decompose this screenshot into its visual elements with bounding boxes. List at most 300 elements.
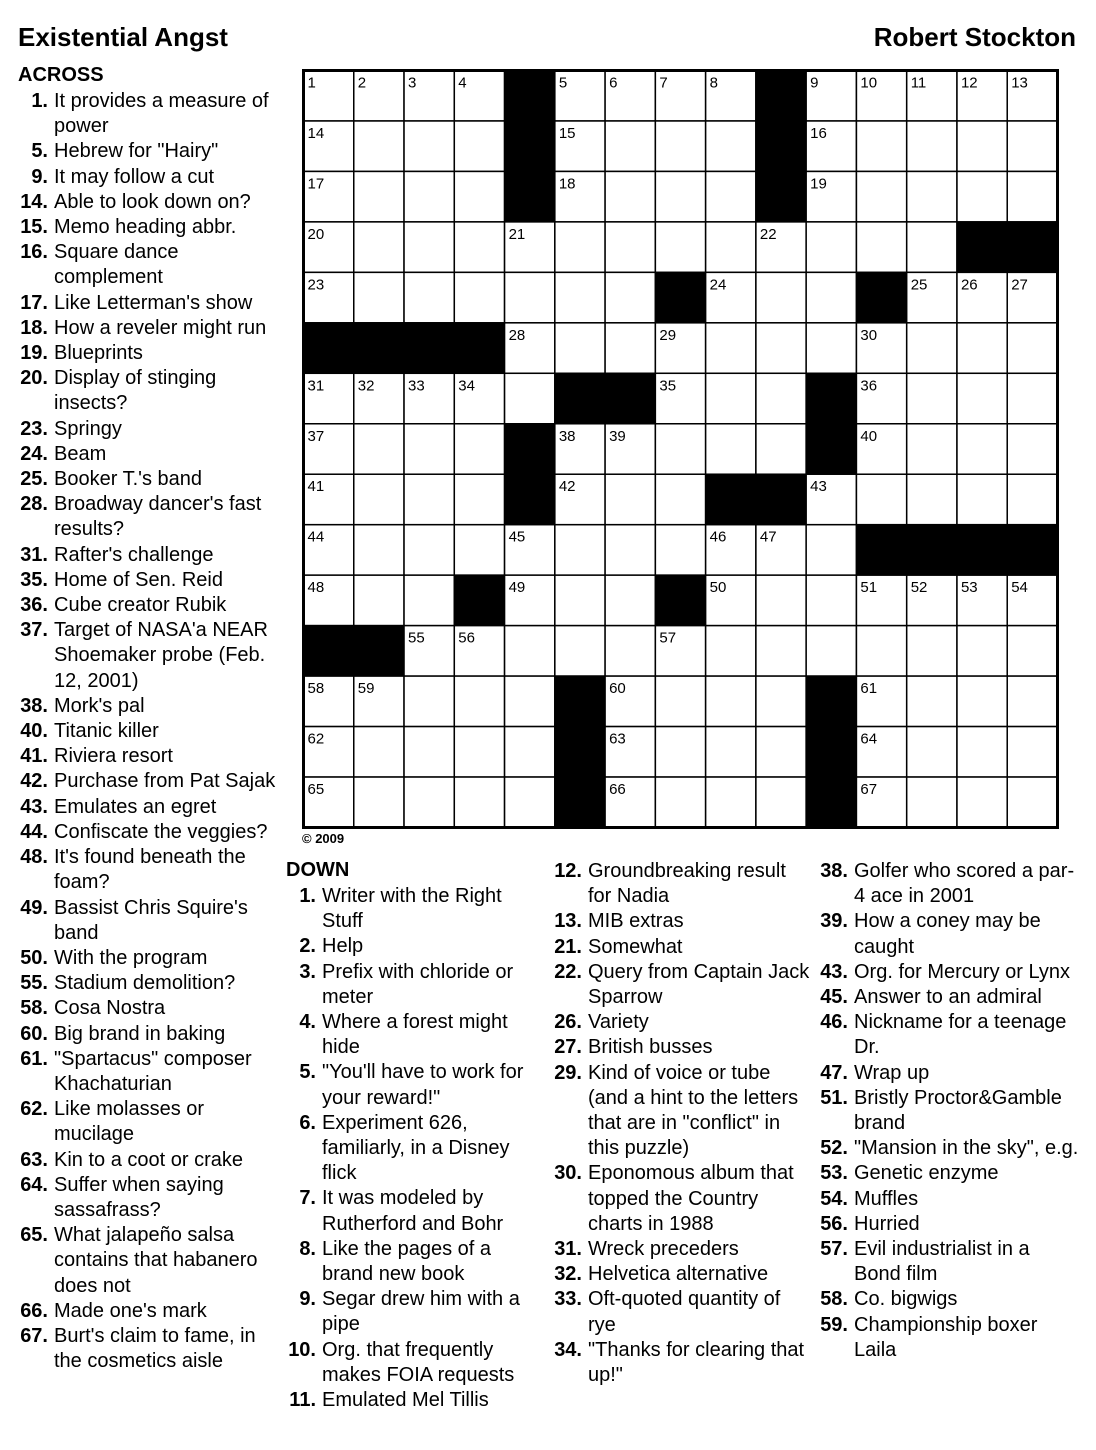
grid-block-cell	[806, 424, 856, 474]
clue-number: 12.	[554, 860, 582, 882]
grid-cell[interactable]	[354, 272, 404, 322]
grid-cell[interactable]	[655, 474, 705, 524]
clue-number: 39.	[820, 910, 848, 933]
grid-cell[interactable]	[806, 626, 856, 676]
clue-text: It provides a measure of power	[54, 90, 269, 138]
clue-text: Bassist Chris Squire's band	[54, 896, 248, 944]
clue-text: Able to look down on?	[54, 190, 251, 213]
grid-cell[interactable]	[655, 424, 705, 474]
clue-number: 66.	[20, 1299, 48, 1322]
grid-cell[interactable]	[655, 222, 705, 272]
grid-cell[interactable]	[756, 272, 806, 322]
grid-cell[interactable]	[806, 222, 856, 272]
down-clue	[552, 859, 812, 909]
grid-cell[interactable]	[655, 676, 705, 726]
clue-text: Experiment 626, familiarly, in a Disney flick	[322, 1111, 510, 1185]
grid-cell[interactable]	[1007, 676, 1057, 726]
down-clue	[552, 1010, 812, 1035]
clue-number: 5.	[31, 140, 48, 163]
cell-number: 61	[860, 680, 878, 698]
down-clue	[818, 985, 1080, 1010]
clue-number: 65.	[20, 1224, 48, 1247]
grid-cell[interactable]	[605, 222, 655, 272]
crossword-grid	[302, 69, 1059, 829]
cell-number: 64	[860, 730, 878, 748]
down-clue	[818, 1212, 1080, 1237]
grid-cell[interactable]	[1007, 424, 1057, 474]
cell-number: 11	[910, 74, 927, 92]
across-clues-column	[18, 64, 276, 1374]
cell-number: 59	[357, 680, 375, 698]
cell-number: 17	[307, 175, 325, 193]
down-clue	[552, 1061, 812, 1162]
clue-number: 47.	[820, 1061, 848, 1084]
clue-number: 11.	[289, 1389, 316, 1412]
clue-number: 6.	[299, 1111, 316, 1134]
grid-cell[interactable]	[907, 121, 957, 171]
grid-cell[interactable]	[756, 323, 806, 373]
across-clue	[18, 845, 276, 895]
grid-cell[interactable]	[655, 121, 705, 171]
grid-cell[interactable]	[706, 222, 756, 272]
grid-cell[interactable]	[354, 727, 404, 777]
grid-cell[interactable]	[806, 575, 856, 625]
grid-cell[interactable]	[957, 777, 1007, 827]
puzzle-author: Robert Stockton	[873, 22, 1076, 52]
grid-cell[interactable]	[957, 727, 1007, 777]
clue-number: 28.	[20, 493, 48, 516]
cell-number: 63	[609, 730, 626, 748]
clue-text: It's found beneath the foam?	[54, 846, 246, 894]
clue-text: Kin to a coot or crake	[54, 1148, 243, 1171]
grid-cell[interactable]	[1007, 777, 1057, 827]
grid-cell[interactable]	[706, 626, 756, 676]
cell-number: 51	[860, 579, 878, 597]
cell-number: 1	[307, 74, 316, 92]
grid-cell[interactable]	[706, 777, 756, 827]
clue-text: Cosa Nostra	[54, 997, 166, 1020]
grid-cell[interactable]	[1007, 626, 1057, 676]
grid-block-cell	[1007, 222, 1057, 272]
grid-cell[interactable]	[354, 575, 404, 625]
grid-cell[interactable]	[856, 222, 906, 272]
clue-text: Variety	[588, 1011, 649, 1034]
grid-block-cell	[756, 121, 806, 171]
across-clue	[18, 1047, 276, 1097]
down-clue	[552, 1287, 812, 1337]
cell-number: 55	[408, 629, 425, 647]
clue-text: Booker T.'s band	[54, 468, 202, 491]
grid-cell[interactable]	[454, 171, 504, 221]
down-clues-column-3	[818, 859, 1080, 1363]
cell-number: 40	[860, 427, 878, 445]
cell-number: 9	[810, 74, 819, 92]
grid-cell[interactable]	[354, 121, 404, 171]
across-clue	[18, 896, 276, 946]
grid-cell[interactable]	[555, 575, 605, 625]
grid-cell[interactable]	[856, 171, 906, 221]
grid-cell[interactable]	[505, 272, 555, 322]
down-clues-column-2	[552, 859, 812, 1388]
grid-cell[interactable]	[756, 626, 806, 676]
cell-number: 3	[408, 74, 417, 92]
cell-number: 30	[860, 326, 878, 344]
down-clues-column-1	[286, 859, 541, 1413]
across-clue	[18, 341, 276, 366]
grid-cell[interactable]	[706, 373, 756, 423]
grid-cell[interactable]	[907, 626, 957, 676]
down-clue	[818, 909, 1080, 959]
clue-number: 67.	[20, 1324, 48, 1347]
clue-text: "You'll have to work for your reward!"	[322, 1061, 524, 1109]
grid-cell[interactable]	[1007, 373, 1057, 423]
grid-cell[interactable]	[454, 222, 504, 272]
across-clue	[18, 417, 276, 442]
grid-cell[interactable]	[957, 626, 1007, 676]
down-clue-list-2	[552, 859, 812, 1388]
grid-cell[interactable]	[354, 777, 404, 827]
down-clue	[818, 1161, 1080, 1186]
across-clue	[18, 996, 276, 1021]
grid-block-cell	[756, 171, 806, 221]
clue-text: Wrap up	[854, 1061, 930, 1084]
across-clue	[18, 618, 276, 694]
clue-number: 51.	[820, 1086, 848, 1109]
grid-cell[interactable]	[605, 323, 655, 373]
clue-number: 14.	[20, 190, 48, 213]
grid-cell[interactable]	[404, 575, 454, 625]
grid-cell[interactable]	[454, 424, 504, 474]
grid-cell[interactable]	[655, 777, 705, 827]
grid-cell[interactable]	[505, 777, 555, 827]
grid-cell[interactable]	[706, 727, 756, 777]
clue-text: Suffer when saying sassafrass?	[54, 1173, 224, 1221]
grid-cell[interactable]	[354, 171, 404, 221]
grid-cell[interactable]	[907, 222, 957, 272]
grid-cell[interactable]	[404, 474, 454, 524]
grid-cell[interactable]	[706, 171, 756, 221]
clue-number: 41.	[20, 745, 48, 768]
grid-cell[interactable]	[505, 676, 555, 726]
clue-text: Home of Sen. Reid	[54, 568, 223, 591]
down-clue	[286, 1111, 541, 1187]
grid-cell[interactable]	[907, 676, 957, 726]
grid-block-cell	[957, 222, 1007, 272]
grid-cell[interactable]	[655, 525, 705, 575]
grid-cell[interactable]	[1007, 171, 1057, 221]
grid-cell[interactable]	[555, 323, 605, 373]
cell-number: 8	[709, 74, 718, 92]
clue-number: 5.	[299, 1061, 316, 1084]
clue-text: Like Letterman's show	[54, 291, 253, 314]
clue-number: 9.	[299, 1288, 316, 1311]
clue-text: Org. for Mercury or Lynx	[854, 960, 1070, 983]
grid-cell[interactable]	[706, 121, 756, 171]
clue-number: 21.	[554, 935, 582, 958]
cell-number: 23	[307, 276, 325, 294]
grid-cell[interactable]	[605, 626, 655, 676]
across-clue	[18, 971, 276, 996]
cell-number: 39	[609, 427, 626, 445]
grid-cell[interactable]	[907, 171, 957, 221]
clue-text: Mork's pal	[54, 694, 145, 717]
grid-cell[interactable]	[454, 121, 504, 171]
down-clue	[818, 859, 1080, 909]
cell-number: 53	[960, 579, 978, 597]
grid-cell[interactable]	[404, 272, 454, 322]
grid-cell[interactable]	[454, 272, 504, 322]
clue-number: 31.	[20, 543, 48, 566]
clue-number: 38.	[20, 694, 48, 717]
grid-block-cell	[655, 272, 705, 322]
grid-cell[interactable]	[454, 676, 504, 726]
grid-block-cell	[505, 121, 555, 171]
clue-text: "Spartacus" composer Khachaturian	[54, 1047, 252, 1095]
clue-number: 43.	[820, 960, 848, 983]
cell-number: 58	[307, 680, 325, 698]
cell-number: 6	[609, 74, 618, 92]
clue-text: Nickname for a teenage Dr.	[854, 1011, 1067, 1059]
down-clue	[552, 1035, 812, 1060]
across-clue	[18, 593, 276, 618]
cell-number: 37	[307, 427, 325, 445]
grid-cell[interactable]	[907, 727, 957, 777]
across-clue	[18, 165, 276, 190]
across-clue	[18, 1324, 276, 1374]
grid-cell[interactable]	[1007, 727, 1057, 777]
grid-block-cell	[354, 626, 404, 676]
down-clue	[286, 1287, 541, 1337]
across-clue	[18, 366, 276, 416]
grid-cell[interactable]	[907, 424, 957, 474]
grid-cell[interactable]	[404, 424, 454, 474]
grid-block-cell	[756, 474, 806, 524]
grid-cell[interactable]	[856, 121, 906, 171]
grid-cell[interactable]	[404, 676, 454, 726]
grid-cell[interactable]	[856, 474, 906, 524]
grid-block-cell	[505, 424, 555, 474]
grid-cell[interactable]	[505, 373, 555, 423]
grid-cell[interactable]	[404, 727, 454, 777]
clue-text: Target of NASA'a NEAR Shoemaker probe (Feb. 12, 2001)	[54, 619, 268, 692]
grid-cell[interactable]	[706, 323, 756, 373]
grid-cell[interactable]	[756, 424, 806, 474]
grid-cell[interactable]	[555, 525, 605, 575]
clue-number: 2.	[299, 935, 316, 958]
grid-cell[interactable]	[756, 777, 806, 827]
clue-text: Query from Captain Jack Sparrow	[588, 960, 810, 1009]
grid-cell[interactable]	[404, 121, 454, 171]
grid-cell[interactable]	[605, 525, 655, 575]
clue-text: Stadium demolition?	[54, 972, 236, 995]
cell-number: 7	[659, 74, 668, 92]
across-clue	[18, 694, 276, 719]
grid-cell[interactable]	[1007, 474, 1057, 524]
across-clue	[18, 795, 276, 820]
clue-number: 42.	[20, 770, 48, 793]
grid-cell[interactable]	[957, 373, 1007, 423]
clue-number: 43.	[20, 795, 48, 818]
clue-text: "Thanks for clearing that up!"	[588, 1338, 805, 1387]
grid-cell[interactable]	[706, 424, 756, 474]
cell-number: 22	[759, 225, 777, 243]
grid-cell[interactable]	[404, 222, 454, 272]
grid-cell[interactable]	[404, 525, 454, 575]
clue-text: Cube creator Rubik	[54, 594, 227, 617]
clue-text: Bristly Proctor&Gamble brand	[854, 1086, 1062, 1135]
grid-cell[interactable]	[354, 474, 404, 524]
grid-cell[interactable]	[454, 525, 504, 575]
grid-cell[interactable]	[1007, 323, 1057, 373]
grid-cell[interactable]	[555, 222, 605, 272]
grid-cell[interactable]	[957, 424, 1007, 474]
down-clue	[286, 1338, 541, 1388]
grid-cell[interactable]	[354, 525, 404, 575]
grid-block-cell	[555, 373, 605, 423]
clue-text: What jalapeño salsa contains that habanero does not	[54, 1224, 258, 1297]
clue-number: 8.	[299, 1237, 316, 1260]
grid-cell[interactable]	[756, 373, 806, 423]
grid-cell[interactable]	[957, 121, 1007, 171]
grid-cell[interactable]	[505, 727, 555, 777]
grid-cell[interactable]	[505, 626, 555, 676]
down-clue	[286, 1010, 541, 1060]
clue-text: MIB extras	[588, 910, 684, 933]
grid-cell[interactable]	[957, 474, 1007, 524]
down-clue	[286, 1060, 541, 1110]
clue-text: Emulated Mel Tillis	[322, 1389, 489, 1412]
grid-cell[interactable]	[907, 777, 957, 827]
cell-number: 20	[307, 225, 325, 243]
down-clue	[552, 1237, 812, 1262]
across-clue	[18, 543, 276, 568]
grid-cell[interactable]	[404, 777, 454, 827]
grid-cell[interactable]	[907, 323, 957, 373]
cell-number: 31	[307, 377, 325, 395]
grid-cell[interactable]	[605, 575, 655, 625]
grid-cell[interactable]	[907, 373, 957, 423]
clue-text: Wreck preceders	[588, 1238, 739, 1261]
grid-cell[interactable]	[555, 626, 605, 676]
grid-cell[interactable]	[605, 474, 655, 524]
clue-text: "Mansion in the sky", e.g.	[854, 1137, 1079, 1160]
grid-cell[interactable]	[806, 272, 856, 322]
down-clue	[552, 1262, 812, 1287]
grid-block-cell	[555, 676, 605, 726]
grid-cell[interactable]	[404, 171, 454, 221]
grid-block-cell	[655, 575, 705, 625]
down-clue	[286, 934, 541, 959]
grid-cell[interactable]	[454, 777, 504, 827]
down-clue	[818, 1010, 1080, 1060]
across-clue	[18, 139, 276, 164]
grid-block-cell	[856, 272, 906, 322]
cell-number: 34	[458, 377, 475, 395]
clue-number: 33.	[554, 1288, 582, 1311]
across-clue	[18, 1223, 276, 1299]
grid-cell[interactable]	[354, 222, 404, 272]
across-clue	[18, 946, 276, 971]
grid-cell[interactable]	[706, 676, 756, 726]
clue-text: Broadway dancer's fast results?	[54, 493, 262, 541]
down-clue	[818, 960, 1080, 985]
across-clue	[18, 89, 276, 139]
clue-text: How a coney may be caught	[854, 910, 1041, 958]
cell-number: 44	[307, 528, 325, 546]
clue-text: Purchase from Pat Sajak	[54, 770, 276, 793]
clue-text: Square dance complement	[54, 241, 179, 289]
clue-text: Rafter's challenge	[54, 543, 214, 566]
clue-number: 45.	[820, 986, 848, 1009]
across-clue	[18, 1173, 276, 1223]
across-clue	[18, 467, 276, 492]
clue-text: Where a forest might hide	[322, 1011, 508, 1059]
cell-number: 18	[558, 175, 576, 193]
cell-number: 62	[307, 730, 325, 748]
grid-cell[interactable]	[555, 272, 605, 322]
cell-number: 66	[609, 781, 626, 799]
grid-cell[interactable]	[354, 424, 404, 474]
grid-block-cell	[505, 171, 555, 221]
clue-text: Springy	[54, 417, 122, 440]
clue-number: 20.	[20, 367, 48, 390]
clue-text: Beam	[54, 442, 107, 465]
clue-number: 9.	[31, 165, 48, 188]
clue-text: Co. bigwigs	[854, 1288, 958, 1311]
down-clue	[286, 1237, 541, 1287]
grid-cell[interactable]	[655, 727, 705, 777]
grid-cell[interactable]	[1007, 121, 1057, 171]
grid-cell[interactable]	[756, 575, 806, 625]
grid-block-cell	[605, 373, 655, 423]
clue-number: 40.	[20, 720, 48, 743]
grid-cell[interactable]	[454, 727, 504, 777]
cell-number: 65	[307, 781, 325, 799]
grid-cell[interactable]	[605, 171, 655, 221]
grid-cell[interactable]	[756, 676, 806, 726]
grid-cell[interactable]	[856, 626, 906, 676]
cell-number: 28	[508, 326, 526, 344]
clue-number: 64.	[20, 1173, 48, 1196]
clue-number: 59.	[820, 1313, 848, 1336]
grid-cell[interactable]	[957, 171, 1007, 221]
clue-number: 49.	[20, 896, 48, 919]
across-clue-list	[18, 89, 276, 1374]
grid-cell[interactable]	[907, 474, 957, 524]
grid-cell[interactable]	[957, 676, 1007, 726]
clue-text: Hurried	[854, 1212, 920, 1235]
cell-number: 2	[357, 74, 367, 92]
cell-number: 54	[1011, 579, 1028, 597]
grid-cell[interactable]	[957, 323, 1007, 373]
grid-cell[interactable]	[655, 171, 705, 221]
grid-cell[interactable]	[756, 727, 806, 777]
grid-block-cell	[957, 525, 1007, 575]
cell-number: 12	[960, 74, 978, 92]
grid-block-cell	[505, 474, 555, 524]
cell-number: 42	[558, 478, 576, 496]
down-clue	[818, 1287, 1080, 1312]
copyright-notice: © 2009	[302, 831, 345, 846]
cell-number: 35	[659, 377, 677, 395]
clue-text: Burt's claim to fame, in the cosmetics aisle	[54, 1324, 256, 1373]
down-clue	[286, 1186, 541, 1236]
grid-cell[interactable]	[605, 121, 655, 171]
grid-cell[interactable]	[806, 323, 856, 373]
grid-cell[interactable]	[605, 272, 655, 322]
grid-cell[interactable]	[806, 525, 856, 575]
grid-cell[interactable]	[454, 474, 504, 524]
